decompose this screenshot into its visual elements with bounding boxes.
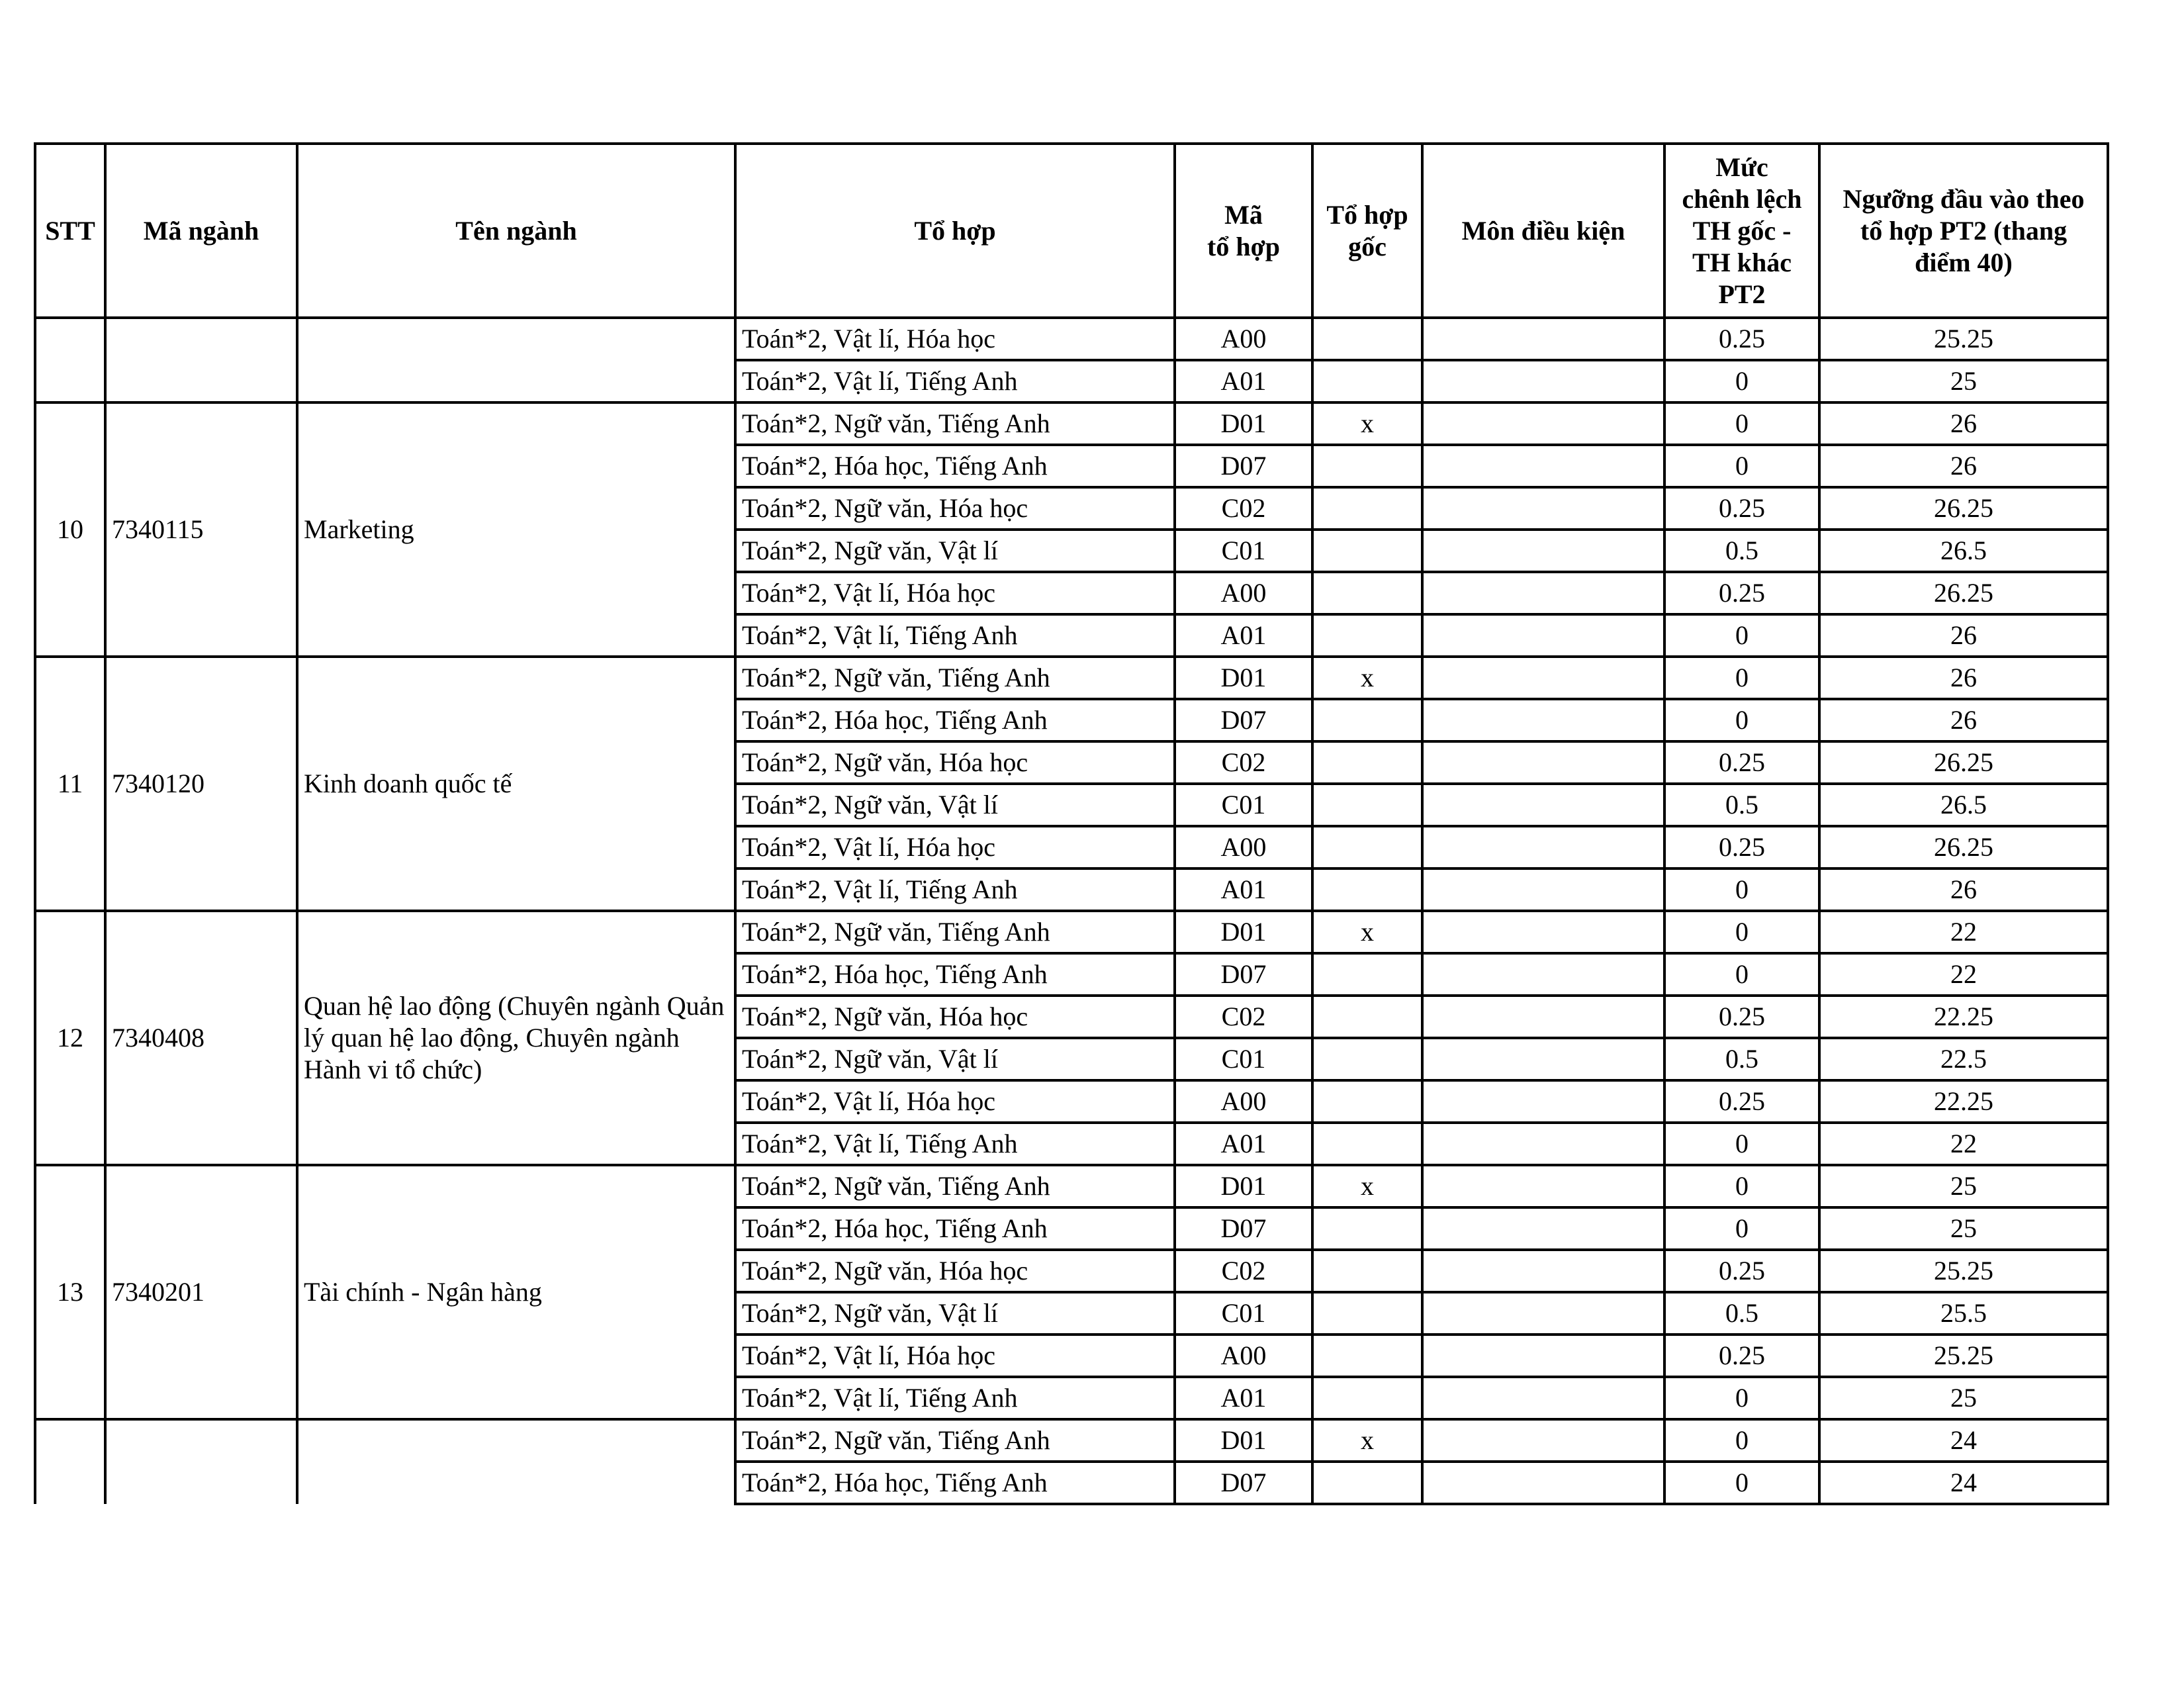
- mon-dieu-kien-cell: [1422, 1292, 1664, 1335]
- muc-chenh-lech-cell: 0: [1664, 360, 1819, 402]
- header-stt: STT: [35, 144, 105, 318]
- mon-dieu-kien-cell: [1422, 784, 1664, 826]
- nguong-cell: 25: [1819, 1165, 2108, 1207]
- to-hop-goc-cell: [1312, 614, 1422, 657]
- muc-chenh-lech-cell: 0.25: [1664, 826, 1819, 868]
- nguong-cell: 22: [1819, 911, 2108, 953]
- to-hop-cell: Toán*2, Vật lí, Hóa học: [735, 1080, 1175, 1123]
- to-hop-cell: Toán*2, Ngữ văn, Tiếng Anh: [735, 911, 1175, 953]
- stt-cell: 12: [35, 911, 105, 1165]
- admission-table: [34, 142, 2109, 1505]
- to-hop-cell: Toán*2, Vật lí, Hóa học: [735, 1335, 1175, 1377]
- to-hop-goc-cell: [1312, 1335, 1422, 1377]
- nguong-cell: 26: [1819, 445, 2108, 487]
- to-hop-cell: Toán*2, Vật lí, Hóa học: [735, 318, 1175, 360]
- to-hop-goc-cell: x: [1312, 402, 1422, 445]
- ten-nganh-cell: [297, 318, 735, 402]
- stt-cell: 10: [35, 402, 105, 657]
- header-ten-nganh: Tên ngành: [297, 144, 735, 318]
- to-hop-goc-cell: [1312, 1080, 1422, 1123]
- header-ma-nganh: Mã ngành: [105, 144, 297, 318]
- to-hop-goc-cell: x: [1312, 1165, 1422, 1207]
- table-body: [35, 318, 2108, 1504]
- muc-chenh-lech-cell: 0: [1664, 657, 1819, 699]
- to-hop-cell: Toán*2, Ngữ văn, Tiếng Anh: [735, 1419, 1175, 1462]
- nguong-cell: 26.5: [1819, 530, 2108, 572]
- to-hop-cell: Toán*2, Vật lí, Tiếng Anh: [735, 1377, 1175, 1419]
- table-row: [35, 1419, 2108, 1462]
- mon-dieu-kien-cell: [1422, 1377, 1664, 1419]
- to-hop-goc-cell: [1312, 784, 1422, 826]
- to-hop-goc-cell: [1312, 1462, 1422, 1504]
- mon-dieu-kien-cell: [1422, 911, 1664, 953]
- ma-to-hop-cell: D01: [1175, 402, 1312, 445]
- mon-dieu-kien-cell: [1422, 530, 1664, 572]
- muc-chenh-lech-cell: 0.5: [1664, 784, 1819, 826]
- mon-dieu-kien-cell: [1422, 1462, 1664, 1504]
- to-hop-cell: Toán*2, Vật lí, Hóa học: [735, 572, 1175, 614]
- ma-to-hop-cell: D07: [1175, 445, 1312, 487]
- ma-to-hop-cell: A00: [1175, 1080, 1312, 1123]
- mon-dieu-kien-cell: [1422, 868, 1664, 911]
- ma-nganh-cell: 7340201: [105, 1165, 297, 1419]
- muc-chenh-lech-cell: 0: [1664, 699, 1819, 741]
- header-nguong: Ngưỡng đầu vào theo tổ hợp PT2 (thang điểm 40): [1819, 144, 2108, 318]
- muc-chenh-lech-cell: 0.25: [1664, 487, 1819, 530]
- mon-dieu-kien-cell: [1422, 953, 1664, 996]
- to-hop-cell: Toán*2, Ngữ văn, Hóa học: [735, 1250, 1175, 1292]
- muc-chenh-lech-cell: 0: [1664, 1165, 1819, 1207]
- ma-to-hop-cell: C01: [1175, 530, 1312, 572]
- mon-dieu-kien-cell: [1422, 1123, 1664, 1165]
- ma-nganh-cell: 7340120: [105, 657, 297, 911]
- stt-cell: [35, 1419, 105, 1504]
- to-hop-cell: Toán*2, Hóa học, Tiếng Anh: [735, 1462, 1175, 1504]
- to-hop-goc-cell: x: [1312, 911, 1422, 953]
- nguong-cell: 26: [1819, 868, 2108, 911]
- to-hop-cell: Toán*2, Ngữ văn, Hóa học: [735, 741, 1175, 784]
- ma-to-hop-cell: C01: [1175, 1292, 1312, 1335]
- muc-chenh-lech-cell: 0.25: [1664, 1080, 1819, 1123]
- to-hop-cell: Toán*2, Hóa học, Tiếng Anh: [735, 445, 1175, 487]
- nguong-cell: 25.25: [1819, 1335, 2108, 1377]
- nguong-cell: 26: [1819, 402, 2108, 445]
- to-hop-goc-cell: [1312, 868, 1422, 911]
- nguong-cell: 26.25: [1819, 826, 2108, 868]
- mon-dieu-kien-cell: [1422, 402, 1664, 445]
- ma-to-hop-cell: D07: [1175, 699, 1312, 741]
- muc-chenh-lech-cell: 0: [1664, 1123, 1819, 1165]
- ma-to-hop-cell: C02: [1175, 1250, 1312, 1292]
- header-to-hop-goc: Tổ hợp gốc: [1312, 144, 1422, 318]
- muc-chenh-lech-cell: 0.25: [1664, 318, 1819, 360]
- mon-dieu-kien-cell: [1422, 657, 1664, 699]
- to-hop-goc-cell: x: [1312, 657, 1422, 699]
- stt-cell: 13: [35, 1165, 105, 1419]
- nguong-cell: 22: [1819, 953, 2108, 996]
- muc-chenh-lech-cell: 0: [1664, 953, 1819, 996]
- to-hop-goc-cell: [1312, 826, 1422, 868]
- table-row: [35, 402, 2108, 445]
- ma-to-hop-cell: A00: [1175, 318, 1312, 360]
- table-row: [35, 318, 2108, 360]
- stt-cell: 11: [35, 657, 105, 911]
- to-hop-goc-cell: [1312, 530, 1422, 572]
- to-hop-cell: Toán*2, Vật lí, Tiếng Anh: [735, 868, 1175, 911]
- ma-to-hop-cell: D01: [1175, 1419, 1312, 1462]
- mon-dieu-kien-cell: [1422, 445, 1664, 487]
- mon-dieu-kien-cell: [1422, 1250, 1664, 1292]
- ma-nganh-cell: 7340115: [105, 402, 297, 657]
- ten-nganh-cell: [297, 1419, 735, 1504]
- ma-to-hop-cell: C02: [1175, 996, 1312, 1038]
- mon-dieu-kien-cell: [1422, 1038, 1664, 1080]
- to-hop-goc-cell: [1312, 487, 1422, 530]
- muc-chenh-lech-cell: 0.5: [1664, 530, 1819, 572]
- to-hop-cell: Toán*2, Hóa học, Tiếng Anh: [735, 699, 1175, 741]
- to-hop-cell: Toán*2, Ngữ văn, Tiếng Anh: [735, 1165, 1175, 1207]
- muc-chenh-lech-cell: 0: [1664, 868, 1819, 911]
- ma-to-hop-cell: A01: [1175, 1377, 1312, 1419]
- header-row: [35, 144, 2108, 318]
- to-hop-goc-cell: [1312, 1207, 1422, 1250]
- to-hop-cell: Toán*2, Hóa học, Tiếng Anh: [735, 953, 1175, 996]
- to-hop-cell: Toán*2, Ngữ văn, Tiếng Anh: [735, 657, 1175, 699]
- to-hop-goc-cell: [1312, 741, 1422, 784]
- to-hop-goc-cell: [1312, 996, 1422, 1038]
- to-hop-cell: Toán*2, Ngữ văn, Tiếng Anh: [735, 402, 1175, 445]
- ma-to-hop-cell: D07: [1175, 953, 1312, 996]
- nguong-cell: 24: [1819, 1462, 2108, 1504]
- stt-cell: [35, 318, 105, 402]
- to-hop-goc-cell: [1312, 318, 1422, 360]
- mon-dieu-kien-cell: [1422, 1080, 1664, 1123]
- mon-dieu-kien-cell: [1422, 741, 1664, 784]
- to-hop-cell: Toán*2, Vật lí, Tiếng Anh: [735, 360, 1175, 402]
- to-hop-goc-cell: [1312, 1292, 1422, 1335]
- ma-to-hop-cell: A00: [1175, 826, 1312, 868]
- mon-dieu-kien-cell: [1422, 572, 1664, 614]
- table-row: [35, 657, 2108, 699]
- ma-to-hop-cell: D01: [1175, 1165, 1312, 1207]
- mon-dieu-kien-cell: [1422, 996, 1664, 1038]
- header-to-hop: Tổ hợp: [735, 144, 1175, 318]
- to-hop-goc-cell: [1312, 1038, 1422, 1080]
- to-hop-goc-cell: [1312, 572, 1422, 614]
- nguong-cell: 22.5: [1819, 1038, 2108, 1080]
- ten-nganh-cell: Kinh doanh quốc tế: [297, 657, 735, 911]
- muc-chenh-lech-cell: 0.25: [1664, 572, 1819, 614]
- ma-to-hop-cell: A00: [1175, 572, 1312, 614]
- muc-chenh-lech-cell: 0: [1664, 1462, 1819, 1504]
- muc-chenh-lech-cell: 0.25: [1664, 1335, 1819, 1377]
- mon-dieu-kien-cell: [1422, 1419, 1664, 1462]
- muc-chenh-lech-cell: 0: [1664, 1207, 1819, 1250]
- nguong-cell: 24: [1819, 1419, 2108, 1462]
- to-hop-cell: Toán*2, Ngữ văn, Vật lí: [735, 1038, 1175, 1080]
- muc-chenh-lech-cell: 0: [1664, 402, 1819, 445]
- mon-dieu-kien-cell: [1422, 699, 1664, 741]
- table-row: [35, 1165, 2108, 1207]
- ma-to-hop-cell: C01: [1175, 784, 1312, 826]
- muc-chenh-lech-cell: 0: [1664, 614, 1819, 657]
- ma-to-hop-cell: C02: [1175, 741, 1312, 784]
- muc-chenh-lech-cell: 0.25: [1664, 741, 1819, 784]
- ma-to-hop-cell: D01: [1175, 911, 1312, 953]
- to-hop-cell: Toán*2, Ngữ văn, Hóa học: [735, 487, 1175, 530]
- muc-chenh-lech-cell: 0.25: [1664, 1250, 1819, 1292]
- table-row: [35, 911, 2108, 953]
- to-hop-goc-cell: [1312, 1123, 1422, 1165]
- muc-chenh-lech-cell: 0: [1664, 445, 1819, 487]
- ma-to-hop-cell: A01: [1175, 614, 1312, 657]
- header-mon-dieu-kien: Môn điều kiện: [1422, 144, 1664, 318]
- mon-dieu-kien-cell: [1422, 318, 1664, 360]
- nguong-cell: 25.5: [1819, 1292, 2108, 1335]
- to-hop-goc-cell: [1312, 1377, 1422, 1419]
- ten-nganh-cell: Marketing: [297, 402, 735, 657]
- ten-nganh-cell: Tài chính - Ngân hàng: [297, 1165, 735, 1419]
- mon-dieu-kien-cell: [1422, 1335, 1664, 1377]
- to-hop-cell: Toán*2, Vật lí, Tiếng Anh: [735, 614, 1175, 657]
- nguong-cell: 26.25: [1819, 572, 2108, 614]
- muc-chenh-lech-cell: 0.5: [1664, 1292, 1819, 1335]
- ma-to-hop-cell: C02: [1175, 487, 1312, 530]
- mon-dieu-kien-cell: [1422, 487, 1664, 530]
- to-hop-cell: Toán*2, Ngữ văn, Vật lí: [735, 530, 1175, 572]
- ma-nganh-cell: [105, 318, 297, 402]
- to-hop-goc-cell: [1312, 953, 1422, 996]
- nguong-cell: 26: [1819, 657, 2108, 699]
- to-hop-cell: Toán*2, Vật lí, Tiếng Anh: [735, 1123, 1175, 1165]
- header-muc-chenh-lech: Mức chênh lệch TH gốc - TH khác PT2: [1664, 144, 1819, 318]
- to-hop-goc-cell: [1312, 445, 1422, 487]
- ma-to-hop-cell: A01: [1175, 360, 1312, 402]
- to-hop-cell: Toán*2, Vật lí, Hóa học: [735, 826, 1175, 868]
- muc-chenh-lech-cell: 0: [1664, 911, 1819, 953]
- nguong-cell: 26: [1819, 699, 2108, 741]
- nguong-cell: 26.5: [1819, 784, 2108, 826]
- nguong-cell: 22: [1819, 1123, 2108, 1165]
- to-hop-goc-cell: [1312, 1250, 1422, 1292]
- ma-to-hop-cell: C01: [1175, 1038, 1312, 1080]
- nguong-cell: 25.25: [1819, 318, 2108, 360]
- nguong-cell: 26: [1819, 614, 2108, 657]
- to-hop-goc-cell: x: [1312, 1419, 1422, 1462]
- mon-dieu-kien-cell: [1422, 360, 1664, 402]
- nguong-cell: 22.25: [1819, 996, 2108, 1038]
- mon-dieu-kien-cell: [1422, 1165, 1664, 1207]
- nguong-cell: 25: [1819, 1377, 2108, 1419]
- to-hop-cell: Toán*2, Ngữ văn, Hóa học: [735, 996, 1175, 1038]
- muc-chenh-lech-cell: 0.5: [1664, 1038, 1819, 1080]
- to-hop-cell: Toán*2, Hóa học, Tiếng Anh: [735, 1207, 1175, 1250]
- mon-dieu-kien-cell: [1422, 1207, 1664, 1250]
- nguong-cell: 22.25: [1819, 1080, 2108, 1123]
- ma-to-hop-cell: D01: [1175, 657, 1312, 699]
- muc-chenh-lech-cell: 0.25: [1664, 996, 1819, 1038]
- nguong-cell: 25: [1819, 360, 2108, 402]
- to-hop-cell: Toán*2, Ngữ văn, Vật lí: [735, 1292, 1175, 1335]
- mon-dieu-kien-cell: [1422, 614, 1664, 657]
- mon-dieu-kien-cell: [1422, 826, 1664, 868]
- nguong-cell: 26.25: [1819, 487, 2108, 530]
- muc-chenh-lech-cell: 0: [1664, 1377, 1819, 1419]
- to-hop-cell: Toán*2, Ngữ văn, Vật lí: [735, 784, 1175, 826]
- ma-nganh-cell: 7340408: [105, 911, 297, 1165]
- nguong-cell: 26.25: [1819, 741, 2108, 784]
- ma-to-hop-cell: A01: [1175, 1123, 1312, 1165]
- nguong-cell: 25.25: [1819, 1250, 2108, 1292]
- muc-chenh-lech-cell: 0: [1664, 1419, 1819, 1462]
- ma-to-hop-cell: A00: [1175, 1335, 1312, 1377]
- to-hop-goc-cell: [1312, 699, 1422, 741]
- header-ma-to-hop: Mã tổ hợp: [1175, 144, 1312, 318]
- ma-nganh-cell: [105, 1419, 297, 1504]
- ma-to-hop-cell: D07: [1175, 1462, 1312, 1504]
- nguong-cell: 25: [1819, 1207, 2108, 1250]
- to-hop-goc-cell: [1312, 360, 1422, 402]
- ten-nganh-cell: Quan hệ lao động (Chuyên ngành Quản lý quan hệ lao động, Chuyên ngành Hành vi tổ chức): [297, 911, 735, 1165]
- ma-to-hop-cell: D07: [1175, 1207, 1312, 1250]
- ma-to-hop-cell: A01: [1175, 868, 1312, 911]
